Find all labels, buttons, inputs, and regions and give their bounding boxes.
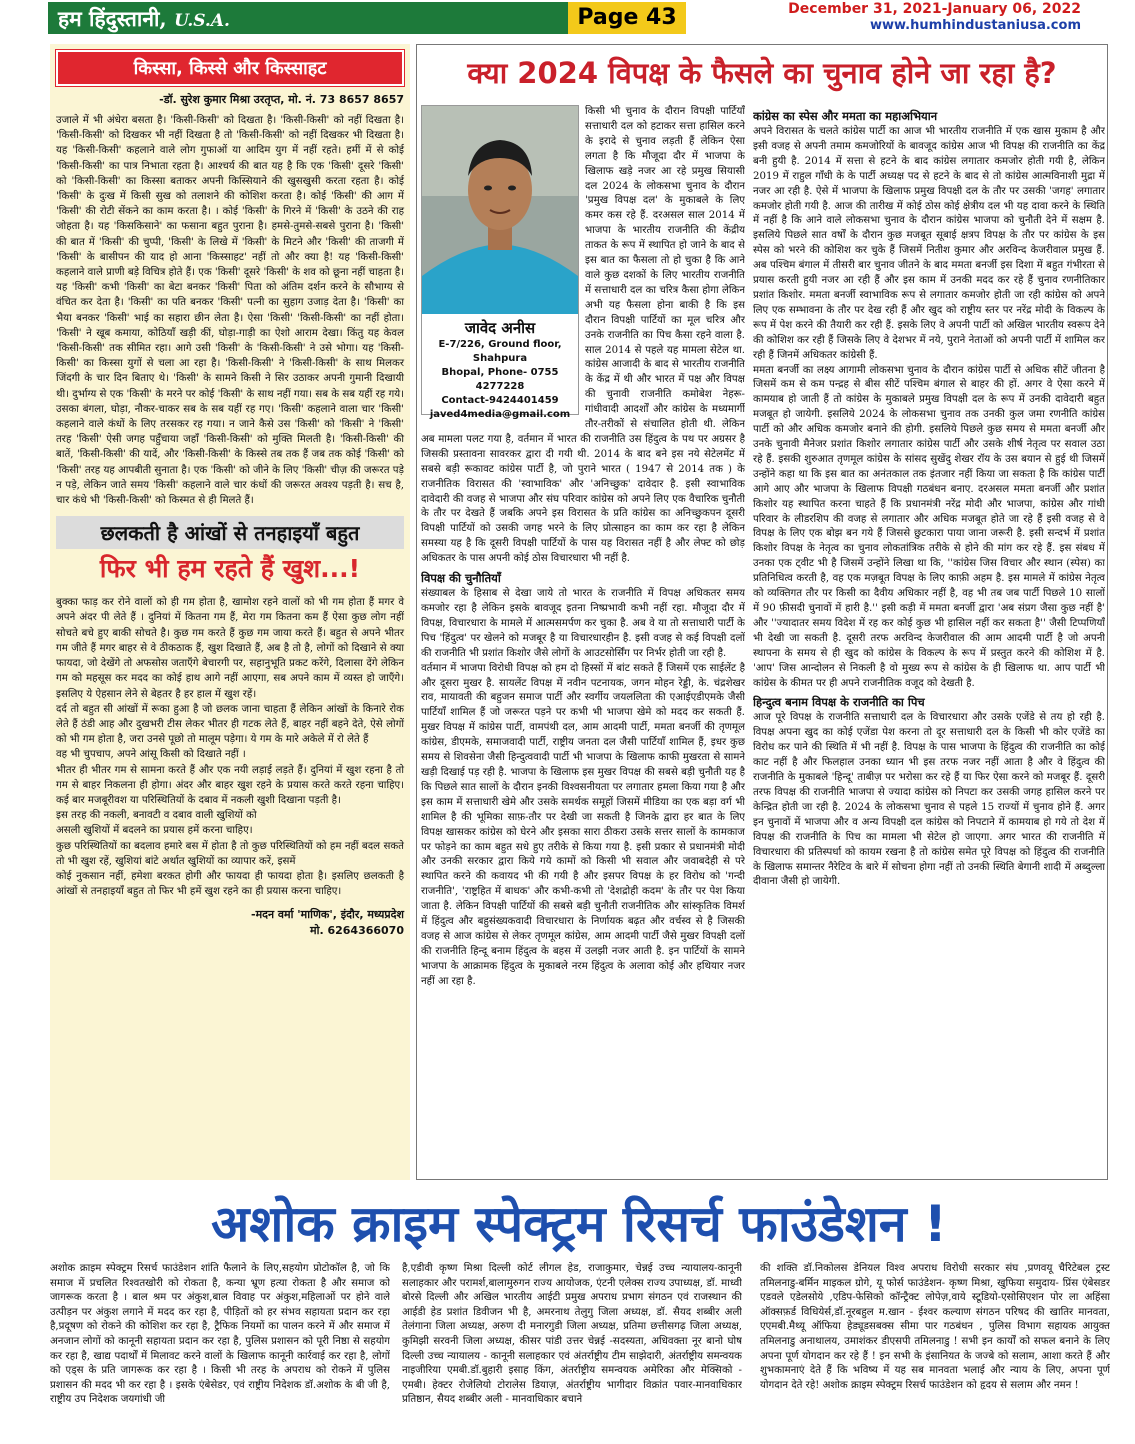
story-body: उजाले में भी अंधेरा बसता है। 'किसी-किसी' को दिखता है। 'किसी-किसी' को नहीं दिखता है। 'किसी-किसी' को दिखकर भी नहीं दिखता है तो 'किसी-किसी' को नहीं दिखकर भी दिखता है। यह 'किसी-किसी' कहलाने वाले लोग गुफाओं या आदिम युग में नहीं रहते। हमीं में से कोई 'किसी-किसी' का पात्र निभाता रहता है। आश्चर्य की बात यह है कि एक 'किसी' दूसरे 'किसी' को 'किसी-किसी' का किस्सा बताकर अपनी किस्सियाने की खुसखुसी करता रहता है। कोई 'किसी' के दुःख में किसी सुख को तलाशने की कोशिश करता है। कोई 'किसी' की आग में 'किसी' की रोटी सेंकने का काम करता है। । कोई 'किसी' के गिरने में 'किसी' के उठने की राह जोहता है। यह 'किसकिसाने' का फसाना बहुत पुराना है। हमसे-तुमसे-सबसे पुराना है। 'किसी' की बात में 'किसी' की चुप्पी, 'किसी' के लिखे में 'किसी' के मिटने और 'किसी' की ताजगी में 'किसी' के बासीपन की याद हो आना 'किस्साहट' नहीं तो और क्या है! यह 'किसी-किसी' कहलाने वाले प्राणी बड़े विचित्र होते हैं। एक 'किसी' दूसरे 'किसी' के शव को छूना नहीं चाहता है। यह 'किसी' कभी 'किसी' का बेटा बनकर 'किसी' पिता को अंतिम दर्शन करने के सौभाग्य से वंचित कर देता है। 'किसी' का पति बनकर 'किसी' पत्नी का सुहाग उजाड़ देता है। 'किसी' का भैया बनकर 'किसी' भाई का सहारा छीन लेता है। ऐसा 'किसी' 'किसी-किसी' का नहीं होता। 'किसी' ने खूब कमाया, कोठियाँ खड़ी कीं, घोड़ा-गाड़ी का ऐशो आराम देखा। किंतु यह केवल 'किसी-किसी' तक सीमित रहा। आगे उसी 'किसी' के 'किसी-किसी' ने उसे भोगा। यह 'किसी-किसी' का किस्सा युगों से चला आ रहा है। 'किसी-किसी' ने 'किसी-किसी' के साथ मिलकर जिंदगी के चार दिन बिताए थे। 'किसी' के सामने किसी ने सिर उठाकर अपनी गुमानी दिखायी थी। दुर्भाग्य से एक 'किसी' के मरने पर कोई 'किसी' के साथ नहीं गया। सब के सब यहीं रह गये। उसका बंगला, घोड़ा, नौकर-चाकर सब के सब यहीं रह गए। 'किसी' कहलाने वाला चार 'किसी' कहलाने वाले कंधों के लिए तरसकर रह गया। न जाने कैसे उस 'किसी' को 'किसी' ने 'किसी' तरह 'किसी' ऐसी जगह पहुँचाया जहाँ 'किसी-किसी' को मुक्ति मिलती है। 'किसी-किसी' की बातें, 'किसी-किसी' की यादें, और 'किसी-किसी' के किस्से तब तक हैं जब तक कोई 'किसी' को 'किसी' तरह यह आपबीती सुनाता है। एक 'किसी' को जीने के लिए 'किसी' चीज़ की जरूरत पड़े न पड़े, लेकिन जाते समय 'किसी' कहलाने वाले चार कंधों की जरूरत अवश्य पड़ती है। सच है, चार कंधे भी 'किसी-किसी' को किस्मत से ही मिलते हैं। (56, 115, 404, 507)
article-text-challenges: संख्याबल के हिसाब से देखा जाये तो भारत के राजनीति में विपक्ष अधिकतर समय कमजोर रहा है लेकिन इसके बावजूद इतना निष्प्रभावी कभी नहीं रहा. मौजूदा दौर में विपक्ष, विचारधारा के मामले में आत्मसमर्पण कर चुका है. अब वे या तो सत्ताधारी पार्टी के पिच 'हिंदुत्व' पर खेलने को मजबूर है या विचारधारहीन है. इसी वजह से कई विपक्षी दलों की राजनीति भी प्रशांत किशोर जैसे लोगों के आउटसोर्सिंग पर निर्भर होती जा रही है. वर्तमान में भाजपा विरोधी विपक्ष को हम दो हिस्सों में बांट सकते हैं जिसमें एक साईलेंट है और दूसरा मुखर है. सायलेंट विपक्ष में नवीन पटनायक, जगन मोहन रेड्डी, के. चंद्रशेखर राव, मायावती की बहुजन समाज पार्टी और स्वर्गीय जयललिता की एआईएडीएमके जैसी पार्टियाँ शामिल हैं जो जरूरत पड़ने पर कभी भी भाजपा खेमे को मदद कर सकती हैं. मुखर विपक्ष में कांग्रेस पार्टी, वामपंथी दल, आम आदमी पार्टी, ममता बनर्जी की तृणमूल कांग्रेस, डीएमके, समाजवादी पार्टी, राष्ट्रीय जनता दल जैसी पार्टियाँ शामिल हैं, इधर कुछ समय से शिवसेना जैसी हिन्दुत्ववादी पार्टी भी भाजपा के खिलाफ काफी मुखरता से सामने खड़ी दिखाई पड़ रही है. भाजपा के खिलाफ इस मुखर विपक्ष की सबसे बड़ी चुनौती यह है कि पिछले सात सालों के दौरान इनकी विश्वसनीयता पर लगातार हमला किया गया है और इस काम में सत्ताधारी खेमे और उसके समर्थक समूहों जिसमें मीडिया का एक बड़ा वर्ग भी शामिल है की भूमिका साफ़-तौर पर देखी जा सकती है जिनके द्वारा हर बात के लिए विपक्ष खासकर कांग्रेस को घेरने और इसका सारा ठीकरा उसके सत्तर सालों के कामकाज पर फोड़ने का काम बहुत सधे हुए तरीके से किया गया है. इसी प्रकार से प्रधानमंत्री मोदी और उनकी सरकार द्वारा किये गये कामों को किसी भी सवाल और जवाबदेही से परे स्थापित करने की कवायद भी की गयी है और इसपर विपक्ष के हर विरोध को 'गन्दी राजनीति', 'राष्ट्रहित में बाधक' और कभी-कभी तो 'देशद्रोही कदम' के तौर पर पेश किया जाता है. लेकिन विपक्षी पार्टियों की सबसे बड़ी चुनौती राजनीतिक और सांस्कृतिक विमर्श में हिंदुत्व और बहुसंख्यकवादी विचारधारा के निर्णायक बढ़त और वर्चस्व से है जिसकी वजह से आज कांग्रेस से लेकर तृणमूल कांग्रेस, आम आदमी पार्टी जैसे मुखर विपक्षी दलों की राजनीति हिन्दू बनाम हिंदुत्व के बहस में उलझी नजर आती है. इन पार्टियों के सामने भाजपा के आक्रामक हिंदुत्व के मुकाबले नरम हिंदुत्व के अलावा कोई और हथियार नजर नहीं आ रहा है. (421, 588, 745, 987)
page-number: Page 43 (568, 2, 686, 34)
subheading-opposition-challenges: विपक्ष की चुनौतियाँ (421, 571, 501, 586)
page-header (0, 0, 1135, 36)
masthead-usa: U.S.A. (174, 11, 230, 31)
poem-signature: -मदन वर्मा 'माणिक', इंदौर, मध्यप्रदेश मो. 6264366070 (251, 908, 404, 938)
story-byline: -डॉ. सुरेश कुमार मिश्रा उरतृप्त, मो. नं. 73 8657 8657 (159, 93, 404, 106)
masthead (48, 2, 568, 34)
article-title: क्या 2024 विपक्ष के फैसले का चुनाव होने जा रहा है? (467, 56, 1057, 90)
subheading-hindutva-pitch: हिन्दुत्व बनाम विपक्ष के राजनीति का पिच (753, 695, 925, 710)
story-heading: किस्सा, किस्से और किस्साहट (56, 50, 404, 86)
poem-heading-line2: फिर भी हम रहते हैं खुश...! (99, 554, 361, 584)
foundation-banner: अशोक क्राइम स्पेक्ट्रम रिसर्च फाउंडेशन ! (211, 1195, 947, 1253)
article-text-intro: किसी भी चुनाव के दौरान विपक्षी पार्टियाँ सत्ताधारी दल को हटाकर सत्ता हासिल करने के इरादे से चुनाव लड़ती हैं लेकिन ऐसा लगता है कि मौजूदा दौर में भाजपा के खिलाफ खड़े नजर आ रहे प्रमुख सियासी दल 2024 के लोकसभा चुनाव के दौरान 'प्रमुख विपक्ष दल' के मुकाबले के लिए कमर कस रहे हैं. दरअसल साल 2014 में भाजपा के भारतीय राजनीति की केंद्रीय ताकत के रूप में स्थापित हो जाने के बाद से इस बात का फैसला तो हो चुका है कि आने वाले कुछ दशकों के लिए भारतीय राजनीति में सत्ताधारी दल का चरित्र कैसा होगा लेकिन अभी यह फैसला होना बाकी है कि इस दौरान विपक्षी पार्टियों का मूल चरित्र और उनके राजनीति का पिच कैसा रहने वाला है. साल 2014 से पहले यह मामला सेटेल था. कांग्रेस आजादी के बाद से भारतीय राजनीति के केंद्र में थी और भारत में पक्ष और विपक्ष की चुनावी राजनीति कमोबेश नेहरू-गांधीवादी आदर्शों और कांग्रेस के मध्यमार्गी तौर-तरीकों से संचालित होती थी. लेकिन अब मामला पलट गया है, वर्तमान में भारत की राजनीति उस हिंदुत्व के पथ पर अग्रसर है जिसकी प्रस्तावना सावरकर द्वारा दी गयी थी. 2014 के बाद बने इस नये सेटेलमेंट में सबसे बड़ी रूकावट कांग्रेस पार्टी है, जो पुराने भारत ( 1947 से 2014 तक ) के राजनीतिक विरासत की 'स्वाभाविक' और 'अनिच्छुक' दावेदार है. इसी स्वाभाविक दावेदारी की वजह से भाजपा और संघ परिवार कांग्रेस को अपने लिए एक वैचारिक चुनौती के तौर पर देखते हैं जबकि अपने इस विरासत के प्रति कांग्रेस का अनिच्छुकपन दूसरी विपक्षी पार्टियों को उसकी जगह भरने के लिए प्रोत्साहन का काम कर रहा है लेकिन समस्या यह है कि दूसरी विपक्षी पार्टियों के पास यह विरासत नहीं है और लेफ्ट को छोड़ अधिकतर के पास अपनी कोई ठोस विचारधारा भी नहीं है. (421, 106, 745, 565)
subheading-congress-space: कांग्रेस का स्पेस और ममता का महाअभियान (753, 109, 938, 123)
author-name: जावेद अनीस (464, 319, 536, 337)
foundation-column-2: है,एडीवी कृष्ण मिश्रा दिल्ली कोर्ट लीगल हेड, राजाकुमार, चेन्नई उच्च न्यायालय-कानूनी सलाहकार और परामर्श,बालामुरुगन राज्य आयोजक, एंटनी एलेक्स राज्य उपाध्यक्ष, डॉ. माध्वी बोरसे दिल्ली और अखिल भारतीय आईटी प्रमुख अपराध प्रभाग संगठन एवं राजस्थान की आईडी हेड प्रशांत डिवीजन भी है, अमरनाथ तेलुगु जिला अध्यक्ष, डॉ. सैयद शब्बीर अली तेलंगाना जिला अध्यक्ष, अरुण दी मनारगुडी जिला अध्यक्ष, प्रतिमा छत्तीसगढ़ जिला अध्यक्ष, कुमिझी सरवनी जिला अध्यक्ष, कीसर पांडी उत्तर चेन्नई -सदस्यता, अधिवक्ता नूर बानो घोष दिल्ली उच्च न्यायालय - कानूनी सलाहकार एवं अंतर्राष्ट्रीय टीम साझेदारी, अंतर्राष्ट्रीय समन्वयक नाइजीरिया एमबी.डॉ.बुहारी इसाह किंग, अंतर्राष्ट्रीय समन्वयक अमेरिका और मेक्सिको - एमबी। हेक्टर रोजेलियो टोरालेस डियाज़, अंतर्राष्ट्रीय भागीदार विक्रांत पवार-मानवाधिकार प्रतिष्ठान, सैयद शब्बीर अली - मानवाधिकार बचाने (402, 1263, 742, 1406)
poem-body: बुक्का फाड़ कर रोने वालों को ही गम होता है, खामोश रहने वालों को भी गम होता हैं मगर वे अपने अंदर पी लेते हैं । दुनियां में कितना गम हैं, मेरा गम कितना कम हैं ऐसा कुछ लोग नहीं सोचते बचे हुए बाकी सोचते है। कुछ गम करते हैं कुछ गम जाया करते हैं। बहुत से अपने भीतर गम जीते हैं मगर बाहर से वे ठीकठाक हैं, खुश दिखाते हैं, अब है तो है, लोगों को दिखाने से क्या फायदा, जो देखेंगे तो अफसोस जताएँगे बेचारगी पर, सहानुभूति प्रकट करेंगे, दिलासा देंगे लेकिन गम को महसूस कर मदद का कोई हाथ आगे नहीं आएगा, सब अपने काम में व्यस्त हो जाएँगे। इसलिए ये ऐहसान लेने से बेहतर है हर हाल में खुश रहें। दर्द तो बहुत सी आंखों में रूका हुआ है जो छलक जाना चाहता हैं लेकिन आंखों के किनारे रोक लेते हैं ठंडी आह और दुखभरी टीस लेकर भीतर ही गटक लेते हैं, बाहर नहीं बहने देते, ऐसे लोगों को भी गम होता है, जरा उनसे पूछो तो मालूम पड़ेगा। ये गम के मारे अकेले में रो लेते हैं वह भी चुपचाप, अपने आंसू किसी को दिखाते नहीं । भीतर ही भीतर गम से सामना करते हैं और एक नयी लड़ाई लड़ते हैं। दुनियां में खुश रहना है तो गम से बाहर निकलना ही होगा। अंदर और बाहर खुश रहने के प्रयास करते करते रहना चाहिए। कई बार मजबूरीवश या परिस्थितियों के दबाव में नकली खुशी दिखाना पड़ती है। इस तरह की नकली, बनावटी व दबाव वाली खुशियों को असली खुशियों में बदलने का प्रयास हमें करना चाहिए। कुछ परिस्थितियों का बदलाव हमारे बस में होता है तो कुछ परिस्थितियों को हम नहीं बदल सकते तो भी खुश रहें, खुशियां बांटे अर्थात खुशियों का व्यापार करें, इसमें कोई नुकसान नहीं, हमेशा बरकत होगी और फायदा ही फायदा होता है। इसलिए छलकती है आंखों से तनहाइयाँ बहुत तो फिर भी हमें खुश रहने का ही प्रयास करना चाहिए। (56, 597, 404, 898)
masthead-title: हम हिंदुस्तानी, (58, 6, 167, 31)
author-card (421, 105, 579, 420)
poem-heading-line1: छलकती है आंखों से तनहाइयाँ बहुत (56, 516, 404, 549)
article-column-right (753, 105, 1105, 1175)
author-photo (422, 106, 578, 314)
foundation-article (50, 1262, 1110, 1438)
main-article (416, 44, 1108, 1180)
left-column (50, 44, 410, 1180)
header-info (788, 0, 1081, 34)
article-column-left (421, 105, 745, 1175)
article-text-congress-space: अपने विरासत के चलते कांग्रेस पार्टी का आज भी भारतीय राजनीति में एक खास मुकाम है और इसी वजह से अपनी तमाम कमजोरियों के बावजूद कांग्रेस आज भी विपक्ष की राजनीति का केंद्र बनी हुयी है. 2014 में सत्ता से हटने के बाद कांग्रेस लगातार कमजोर होती गयी है, लेकिन 2019 में राहुल गाँधी के के पार्टी अध्यक्ष पद से हटने के बाद से तो कांग्रेस आत्मविनाशी मुद्रा में नजर आ रही है. ऐसे में भाजपा के खिलाफ प्रमुख विपक्षी दल के तौर पर उसकी 'जगह' लगातार कमजोर होती गयी है. आज की तारीख में कोई ठोस कोई क्षेत्रीय दल भी यह दावा करने के स्थिति में नहीं है कि आने वाले लोकसभा चुनाव के दौरान कांग्रेस भाजपा को चुनौती देने में सक्षम है. इसलिये पिछले सात वर्षों के दौरान कुछ मजबूत सूबाई क्षत्रप विपक्ष के तौर पर कांग्रेस के इस स्पेस को भरने की कोशिश कर चुके हैं जिसमें नितीश कुमार और अरविन्द केजरीवाल प्रमुख हैं. अब पश्चिम बंगाल में तीसरी बार चुनाव जीतने के बाद ममता बनर्जी इस दिशा में बहुत गंभीरता से प्रयास करती हुयी नजर आ रही हैं और इस काम में उनकी मदद कर रहे हैं चुनाव रणनीतिकार प्रशांत किशोर. ममता बनर्जी स्वाभाविक रूप से लगातार कमजोर होती जा रही कांग्रेस को अपने लिए एक सम्भावना के तौर पर देख रही हैं और खुद को राष्ट्रीय स्तर पर नरेंद्र मोदी के विकल्प के रूप में पेश करने की तैयारी कर रही हैं. इसके लिए वे अपनी पार्टी को अखिल भारतीय स्वरूप देने की कोशिश कर रही हैं जिसके लिए वे देशभर में नये, पुराने नेताओं को अपनी पार्टी में शामिल कर रही हैं जिनमें अधिकतर कांग्रेसी हैं. ममता बनर्जी का लक्ष्य आगामी लोकसभा चुनाव के दौरान कांग्रेस पार्टी से अधिक सीटें जीतना है जिसमें कम से कम पन्द्रह से बीस सीटें पश्चिम बंगाल से बाहर की हों. अगर वे ऐसा करने में कामयाब हो जाती हैं तो कांग्रेस के मुकाबले प्रमुख विपक्षी दल के रूप में उनकी दावेदारी बहुत मजबूत हो जायेगी. इसलिये 2024 के लोकसभा चुनाव तक उनकी कुल जमा रणनीति कांग्रेस पार्टी को और अधिक कमजोर बनाने की होगी. इसलिये पिछले कुछ समय से ममता बनर्जी और उनके चुनावी मैनेजर प्रशांत किशोर लगातार कांग्रेस पार्टी और उसके शीर्ष नेतृत्व पर सवाल उठा रहे हैं. इसकी शुरुआत तृणमूल कांग्रेस के सांसद सुखेंदु शेखर रॉय के उस बयान से हुई थी जिसमें उन्होंने कहा था कि इस बात का अनंतकाल तक इंतजार नहीं किया जा सकता है कि कांग्रेस पार्टी आगे आए और भाजपा के खिलाफ विपक्षी गठबंधन बनाए. दरअसल ममता बनर्जी और प्रशांत किशोर यह स्थापित करना चाहते हैं कि प्रधानमंत्री नरेंद्र मोदी और भाजपा, कांग्रेस और गांधी परिवार के लीडरशिप की वजह से लगातार और अधिक मजबूत होते जा रहे हैं इसी वजह से वे विपक्ष के लिए एक बोझ बन गये हैं जिससे छुटकारा पाया जाना जरूरी है. इसी सन्दर्भ में प्रशांत किशोर विपक्ष के नेतृत्व का चुनाव लोकतांत्रिक तरीके से होने की मांग कर रहे हैं. इस संबध में उनका एक ट्वीट भी है जिसमें उन्होंने लिखा था कि, ''कांग्रेस जिस विचार और स्थान (स्पेस) का प्रतिनिधित्व करती है, वह एक मज़बूत विपक्ष के लिए काफ़ी अहम है. इस मामले में कांग्रेस नेतृत्व को व्यक्तिगत तौर पर किसी का दैवीय अधिकार नहीं है, वह भी तब जब पार्टी पिछले 10 सालों में 90 फ़ीसदी चुनावों में हारी है.'' इसी कड़ी में ममता बनर्जी द्वारा 'अब संप्रग जैसा कुछ नहीं है' और ''ज्यादातर समय विदेश में रह कर कोई कुछ भी हासिल नहीं कर सकता है'' जैसी टिप्पणियाँ भी देखी जा सकती है. दूसरी तरफ अरविन्द केजरीवाल की आम आदमी पार्टी है जो अपनी स्थापना के समय से ही खुद को कांग्रेस के विकल्प के रूप में प्रस्तुत करने की कोशिश में है. 'आप' जिस आन्दोलन से निकली है वो मुख्य रूप से कांग्रेस के ही खिलाफ था. आप पार्टी भी कांग्रेस के कीमत पर ही अपने राजनीतिक वजूद को देखती है. (753, 126, 1105, 689)
author-contact: E-7/226, Ground floor, Shahpura Bhopal, Phone- 0755 4277228 Contact-9424401459 javed4media@gmail.com (429, 339, 571, 420)
issue-date: December 31, 2021-January 06, 2022 (788, 1, 1081, 17)
article-text-hindutva-pitch: आज पूरे विपक्ष के राजनीति सत्ताधारी दल के विचारधारा और उसके एजेंडे से तय हो रही है. विपक्ष अपना खुद का कोई एजेंडा पेश करना तो दूर सत्ताधारी दल के किसी भी कोर एजेंडे का विरोध कर पाने की स्थिति में भी नहीं है. विपक्ष के पास भाजपा के हिंदुत्व की राजनीति का कोई काट नहीं है और फिलहाल उनका ध्यान भी इस तरफ नजर नहीं आता है और वे हिंदुत्व की राजनीति के मुकाबले 'हिन्दू' ताबीज़ पर भरोसा कर रहे हैं या फिर ऐसा करने को मजबूर हैं. दूसरी तरफ विपक्ष की राजनीति भाजपा से ज्यादा कांग्रेस को निपटा कर उसकी जगह हासिल करने पर केन्द्रित होती जा रही है. 2024 के लोकसभा चुनाव से पहले 15 राज्यों में चुनाव होने हैं. अगर इन चुनावों में भाजपा और व अन्य विपक्षी दल कांग्रेस को निपटाने में कामयाब हो गये तो देश में विपक्ष की राजनीति के पिच का मामला भी सेटेल हो जाएगा. अगर भारत की राजनीति में विचारधारा की प्रतिस्पर्धा को कायम रखना है तो कांग्रेस समेत पूरे विपक्ष को हिंदुत्व की राजनीति के खिलाफ समान्तर नैरेटिव के बारे में सोचना होगा नहीं तो उनकी स्थिति बेगानी शादी में अब्दुल्ला दीवाना जैसी हो जायेगी. (753, 712, 1105, 888)
foundation-column-3: की शक्ति डॉ.निकोलस डेनियल विश्व अपराध विरोधी सरकार संघ ,प्रणवयू चैरिटेबल ट्रस्ट तमिलनाडु-बर्मिन माइकल ग्रोगे, यू फोर्स फाउंडेशन- कृष्ण मिश्रा, खुफिया समुदाय- प्रिंस एंबेसडर एडवले एडेलसोये ,एडिप-फेसिको कॉन्ट्रैक्ट लोपेज़,वाये स्टूडियो-एसोसिएशन पोर ला अहिंसा ऑक्सफ़र्ड विधियेर्स,डॉ.नूरबहुल म.खान - ईश्वर कल्याण संगठन परिषद की खातिर मानवता, एएमबी.मैथ्यू ऑफिया हेड्यूडसबक्स सीमा पार गठबंधन , पुलिस विभाग सहायक आयुक्त तमिलनाडु अनाथालय, उमाशंकर डीएसपी तमिलनाडु ! सभी इन कार्यों को सफल बनाने के लिए अपना पूर्ण योगदान कर रहे हैं ! इन सभी के इंसानियत के जज्बे को सलाम, आशा करते हैं और शुभकामनाएं देते हैं कि भविष्य में यह सब मानवता भलाई और न्याय के लिए, अपना पूर्ण योगदान देते रहे! अशोक क्राइम स्पेक्ट्रम रिसर्च फाउंडेशन को हृदय से सलाम और नमन ! (760, 1263, 1110, 1391)
website-link[interactable]: www.humhindustaniusa.com (869, 18, 1081, 33)
foundation-column-1: अशोक क्राइम स्पेक्ट्रम रिसर्च फाउंडेशन शांति फैलाने के लिए,सहयोग प्रोटोकॉल है, जो कि समाज में प्रचलित रिश्वतखोरी को रोकता है, कन्या भ्रूण हत्या रोकता है और समाज को जागरूक करता है । बाल श्रम पर अंकुश,बाल विवाह पर अंकुश,महिलाओं पर होने वाले उत्पीड़न पर अंकुश लगाने में मदद कर रहा है, पीड़ितों को हर संभव सहायता प्रदान कर रहा है,प्रदूषण को रोकने की कोशिश कर रहा है, ट्रैफिक नियमों का पालन करने में और समाज में अनजान लोगों को कानूनी सहायता प्रदान कर रहा है, पुलिस प्रशासन को पूरी निष्ठा से सहयोग कर रहा है, खाद्य पदार्थों में मिलावट करने वालों के खिलाफ कानूनी कार्रवाई कर रहा है, लोगों को एड्स के प्रति जागरूक कर रहा है । किसी भी तरह के अपराध को रोकने में पुलिस प्रशासन की मदद भी कर रहा है । इसके एंबेसेडर, एवं राष्ट्रीय निदेशक डॉ.अशोक के बी जी है, राष्ट्रीय उप निदेशक जयगांधी जी (50, 1263, 390, 1406)
